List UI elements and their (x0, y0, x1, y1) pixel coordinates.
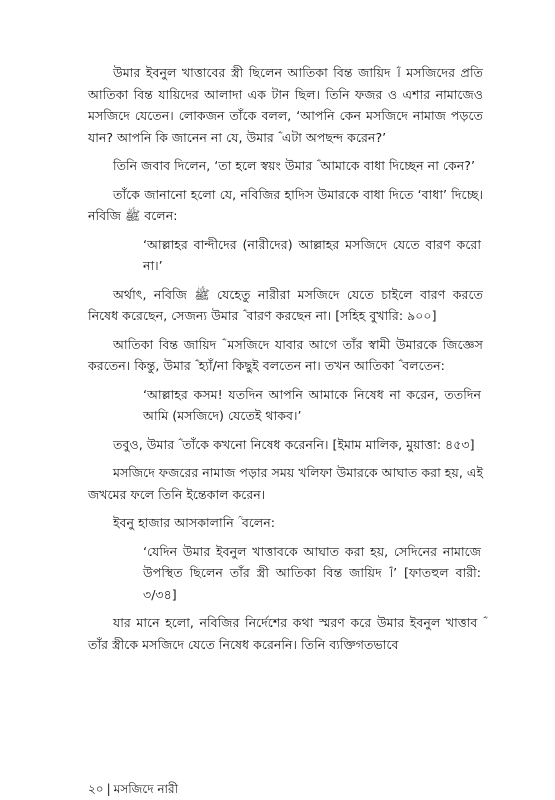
paragraph-umar-stabbed: মসজিদে ফজরের নামাজ পড়ার সময় খলিফা উমারকে আঘাত করা হয়, এই জখমের ফলে তিনি ইন্তেকাল করেন। (88, 465, 483, 502)
hadith-quote: ‘আল্লাহর বান্দীদের (নারীদের) আল্লাহর মসজিদে যেতে বারণ করো না।’ (143, 236, 481, 273)
page-footer (88, 781, 178, 797)
paragraph-ibn-hajar-intro: ইবনু হাজার আসকালানি ؒ বলেন: (113, 515, 276, 530)
paragraph-atika-asking: আতিকা বিন্ত জায়িদ ؓ মসজিদে যাবার আগে তাঁর স্বামী উমারকে জিজ্ঞেস করতেন। কিন্তু, উমার ؓ হ্যাঁ/না কিছুই বলতেন না। তখন আতিকা ؓ বলতেন: (88, 336, 483, 373)
paragraph-explanation: অর্থাৎ, নবিজি ﷺ যেহেতু নারীরা মসজিদে যেতে চাইলে বারণ করতে নিষেধ করেছেন, সেজন্য উমার ؓ বারণ করছেন না। [সহিহ বুখারি: ৯০০] (88, 286, 483, 323)
page-number: ২০ (88, 782, 104, 796)
ibn-hajar-quote: ‘যেদিন উমার ইবনুল খাত্তাবকে আঘাত করা হয়, সেদিনের নামাজে উপস্থিত ছিলেন তাঁর স্ত্রী আতিকা বিন্ত জায়িদ ؓ।’ [ফাতহুল বারী: ৩/৩৪] (143, 543, 481, 602)
paragraph-umar-never-forbade: তবুও, উমার ؓ তাঁকে কখনো নিষেধ করেননি। [ইমাম মালিক, মুয়াত্তা: ৪৫৩] (113, 436, 475, 452)
paragraph-atika-intro: উমার ইবনুল খাত্তাবের স্ত্রী ছিলেন আতিকা বিন্ত জায়িদ ؓ। মসজিদের প্রতি আতিকা বিন্ত যায়িদের আলাদা এক টান ছিল। তিনি ফজর ও এশার নামাজেও মসজিদে যেতেন। লোকজন তাঁকে বলল, ‘আপনি কেন মসজিদে নামাজ পড়তে যান? আপনি কি জানেন না যে, উমার ؓ এটা অপছন্দ করেন?’ (88, 65, 483, 145)
paragraph-conclusion: যার মানে হলো, নবিজির নির্দেশের কথা স্মরণ করে উমার ইবনুল খাত্তাব ؓ তাঁর স্ত্রীকে মসজিদে যেতে নিষেধ করেননি। তিনি ব্যক্তিগতভাবে (88, 615, 483, 652)
footer-separator: | (106, 782, 111, 796)
running-book-title: মসজিদে নারী (113, 782, 179, 796)
paragraph-atika-reply: তিনি জবাব দিলেন, ‘তা হলে স্বয়ং উমার ؓ আমাকে বাধা দিচ্ছেন না কেন?’ (113, 158, 475, 173)
page-body (88, 62, 483, 662)
atika-oath-quote: ‘আল্লাহর কসম! যতদিন আপনি আমাকে নিষেধ না করেন, ততদিন আমি (মসজিদে) যেতেই থাকব।’ (143, 386, 481, 423)
paragraph-hadith-intro: তাঁকে জানানো হলো যে, নবিজির হাদিস উমারকে বাধা দিতে ‘বাধা’ দিচ্ছে। নবিজি ﷺ বলেন: (88, 186, 483, 223)
